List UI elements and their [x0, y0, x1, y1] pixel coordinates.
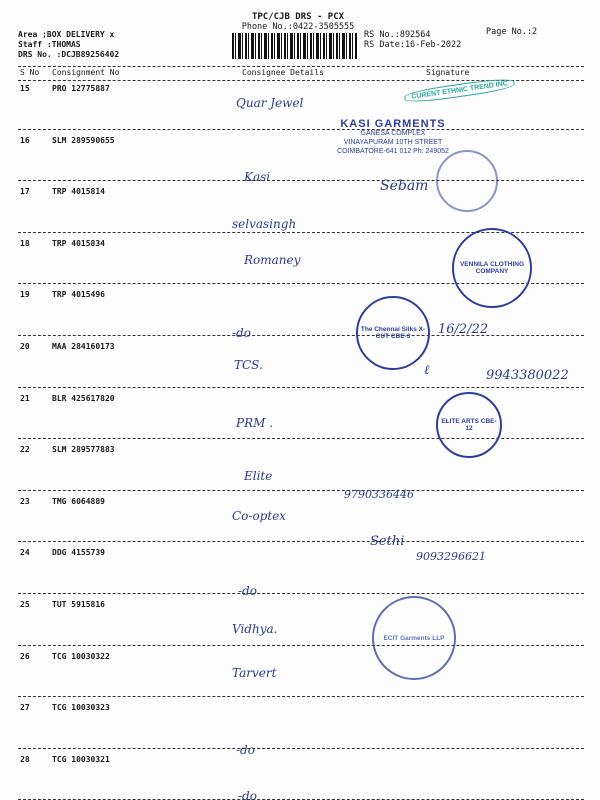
row-serial-number: 20 [20, 342, 30, 351]
col-signature: Signature [426, 68, 470, 77]
page-number: Page No.:2 [486, 27, 538, 37]
row-consignment-number: TRP 4015814 [52, 187, 105, 197]
consignee-handwritten: -do [238, 788, 257, 800]
col-consignment: Consignment No [52, 68, 120, 77]
consignee-handwritten: -do [236, 743, 255, 758]
consignee-handwritten: Co-optex [232, 508, 287, 523]
row-serial-number: 26 [20, 651, 30, 661]
row-consignment-number: TMG 6064889 [52, 496, 105, 506]
consignee-handwritten: Romaney [244, 252, 301, 267]
header-left [18, 30, 119, 60]
row-serial-number: 17 [20, 187, 30, 197]
elite-text: ELITE ARTS CBE-12 [441, 418, 497, 432]
barcode [232, 33, 357, 59]
row-divider [18, 387, 584, 388]
row-serial-number: 19 [20, 290, 30, 300]
kasi-line1: GANESA COMPLEX [360, 130, 426, 137]
row-serial-number: 16 [20, 135, 30, 145]
row-consignment-number: TCG 10030322 [52, 651, 110, 661]
chennai-silks-stamp [356, 296, 430, 370]
round-stamp [436, 150, 498, 212]
elite-arts-stamp [436, 392, 502, 458]
phone-handwritten-2: 9790336446 [344, 488, 414, 501]
signature-sebam: Sebam [380, 178, 429, 194]
handwritten-date: 16/2/22 [438, 322, 489, 337]
row-divider [18, 696, 584, 697]
row-consignment-number: SLM 289590655 [52, 135, 115, 145]
consignee-handwritten: Tarvert [232, 665, 277, 680]
row-divider [18, 645, 584, 646]
consignee-handwritten: -do [232, 326, 251, 341]
row-consignment-number: SLM 289577883 [52, 445, 115, 455]
drs-number: DRS No. :DCJB89256402 [18, 50, 120, 59]
phone-handwritten-3: 9093296621 [416, 550, 486, 563]
row-consignment-number: TCG 10030321 [52, 754, 110, 764]
header-center [228, 12, 368, 32]
row-consignment-number: MAA 284160173 [52, 342, 115, 351]
row-serial-number: 27 [20, 703, 30, 713]
vennila-stamp [452, 228, 532, 308]
row-consignment-number: TRP 4015496 [52, 290, 105, 300]
row-serial-number: 18 [20, 238, 30, 248]
row-consignment-number: PRO 12775887 [52, 84, 110, 93]
row-divider [18, 490, 584, 491]
row-serial-number: 22 [20, 445, 30, 455]
consignee-handwritten: PRM . [236, 415, 274, 430]
row-serial-number: 23 [20, 496, 30, 506]
header-right [364, 30, 461, 50]
row-serial-number: 24 [20, 548, 30, 558]
kasi-line3: COIMBATORE-641 012 Ph: 249052 [337, 148, 449, 155]
row-serial-number: 21 [20, 393, 30, 403]
kasi-line2: VINAYAPURAM 10TH STREET [343, 139, 443, 146]
consignee-handwritten: selvasingh [232, 217, 297, 232]
row-serial-number: 25 [20, 600, 30, 609]
row-serial-number: 28 [20, 754, 30, 764]
consignee-handwritten: Vidhya. [232, 622, 278, 636]
vennila-text: VENNILA CLOTHING COMPANY [459, 261, 525, 275]
row-consignment-number: DDG 4155739 [52, 548, 105, 558]
garments-llp-text: ECIT Garments LLP [383, 634, 445, 642]
consignee-handwritten: Kasi [244, 169, 271, 184]
row-consignment-number: TUT 5915816 [52, 600, 105, 609]
row-divider [18, 748, 584, 749]
signature-mark: ℓ [424, 363, 430, 378]
row-divider [18, 129, 584, 130]
row-divider [18, 541, 584, 542]
row-divider [18, 180, 584, 181]
col-consignee: Consignee Details [242, 68, 324, 77]
chennai-text: The Chennai Silks X-CUT CBE-3 [360, 326, 426, 340]
row-consignment-number: TRP 4015834 [52, 238, 105, 248]
area-label: Area ;BOX DELIVERY x [18, 30, 115, 39]
rs-number: RS No.:892564 [364, 30, 431, 40]
row-divider [18, 335, 584, 336]
row-serial-number: 15 [20, 84, 30, 93]
divider [18, 66, 584, 67]
document-title: TPC/CJB DRS - PCX [251, 12, 345, 22]
consignee-handwritten: TCS. [234, 358, 263, 372]
rs-date: RS Date:16-Feb-2022 [364, 40, 462, 50]
row-consignment-number: BLR 425617820 [52, 393, 115, 403]
kasi-name: KASI GARMENTS [340, 118, 446, 130]
col-sno: S No [20, 68, 40, 77]
consignee-handwritten: -do [238, 584, 257, 599]
garments-llp-stamp [372, 596, 456, 680]
row-consignment-number: TCG 10030323 [52, 703, 110, 713]
phone-handwritten-1: 9943380022 [486, 368, 569, 383]
row-divider [18, 593, 584, 594]
column-header [0, 68, 600, 80]
consignee-handwritten: Elite [244, 469, 273, 484]
signature-sethi: Sethi [370, 534, 405, 549]
kasi-garments-stamp [318, 120, 468, 156]
ethnic-stamp: CURENT ETHNIC TREND INC [404, 76, 516, 104]
consignee-handwritten: Quar Jewel [236, 96, 304, 110]
phone-number: Phone No.:0422-3505555 [241, 22, 355, 32]
staff-label: Staff :THOMAS [18, 40, 81, 49]
